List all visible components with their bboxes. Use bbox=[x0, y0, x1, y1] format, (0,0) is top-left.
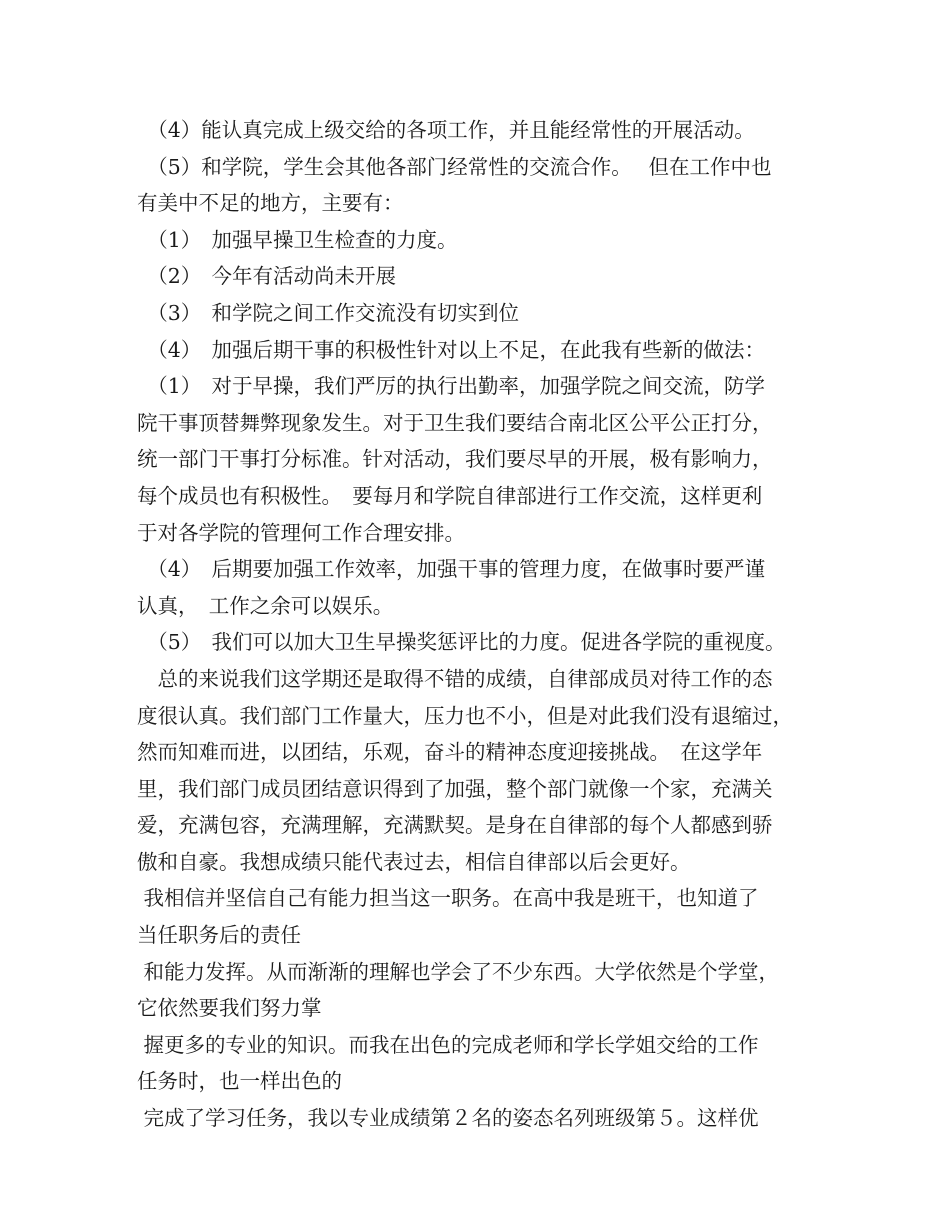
text-line: 当任职务后的责任 bbox=[137, 923, 301, 948]
text-line: （4） 加强后期干事的积极性针对以上不足，在此我有些新的做法： bbox=[147, 337, 766, 362]
text-line: 统一部门干事打分标准。针对活动，我们要尽早的开展，极有影响力， bbox=[137, 447, 773, 472]
body-text bbox=[137, 112, 827, 1137]
text-line: 总的来说我们这学期还是取得不错的成绩，自律部成员对待工作的态 bbox=[137, 666, 773, 691]
text-line: 有美中不足的地方，主要有： bbox=[137, 191, 404, 216]
text-line: （1） 加强早操卫生检查的力度。 bbox=[147, 227, 458, 252]
text-line: （5） 我们可以加大卫生早操奖惩评比的力度。促进各学院的重视度。 bbox=[147, 630, 786, 655]
text-line: 每个成员也有积极性。 要每月和学院自律部进行工作交流，这样更利 bbox=[137, 483, 763, 508]
text-line: （4）能认真完成上级交给的各项工作，并且能经常性的开展活动。 bbox=[147, 118, 755, 142]
text-line: 握更多的专业的知识。而我在出色的完成老师和学长学姐交给的工作 bbox=[137, 1032, 759, 1057]
text-line: 和能力发挥。从而渐渐的理解也学会了不少东西。大学依然是个学堂， bbox=[137, 959, 780, 984]
text-line: 任务时，也一样出色的 bbox=[137, 1069, 342, 1094]
text-line: 度很认真。我们部门工作量大，压力也不小，但是对此我们没有退缩过， bbox=[137, 703, 793, 728]
text-line: 傲和自豪。我想成绩只能代表过去，相信自律部以后会更好。 bbox=[137, 849, 691, 874]
text-line: 里，我们部门成员团结意识得到了加强，整个部门就像一个家，充满关 bbox=[137, 776, 773, 801]
text-line: 它依然要我们努力掌 bbox=[137, 996, 322, 1021]
text-line: （2） 今年有活动尚未开展 bbox=[147, 264, 397, 289]
text-line: 我相信并坚信自己有能力担当这一职务。在高中我是班干，也知道了 bbox=[137, 886, 759, 911]
text-line: 然而知难而进，以团结，乐观，奋斗的精神态度迎接挑战。 在这学年 bbox=[137, 740, 763, 765]
text-line: （1） 对于早操，我们严厉的执行出勤率，加强学院之间交流，防学 bbox=[147, 374, 766, 399]
text-line: （5）和学院，学生会其他各部门经常性的交流合作。 但在工作中也 bbox=[147, 154, 772, 179]
text-line: 认真， 工作之余可以娱乐。 bbox=[137, 593, 394, 618]
text-line: 完成了学习任务，我以专业成绩第２名的姿态名列班级第５。这样优 bbox=[137, 1106, 759, 1131]
text-line: 爱，充满包容，充满理解，充满默契。是身在自律部的每个人都感到骄 bbox=[137, 813, 773, 838]
text-line: （3） 和学院之间工作交流没有切实到位 bbox=[147, 300, 520, 325]
text-line: 于对各学院的管理何工作合理安排。 bbox=[137, 520, 465, 545]
text-line: （4） 后期要加强工作效率，加强干事的管理力度，在做事时要严谨 bbox=[147, 557, 766, 582]
text-line: 院干事顶替舞弊现象发生。对于卫生我们要结合南北区公平公正打分， bbox=[137, 410, 773, 435]
